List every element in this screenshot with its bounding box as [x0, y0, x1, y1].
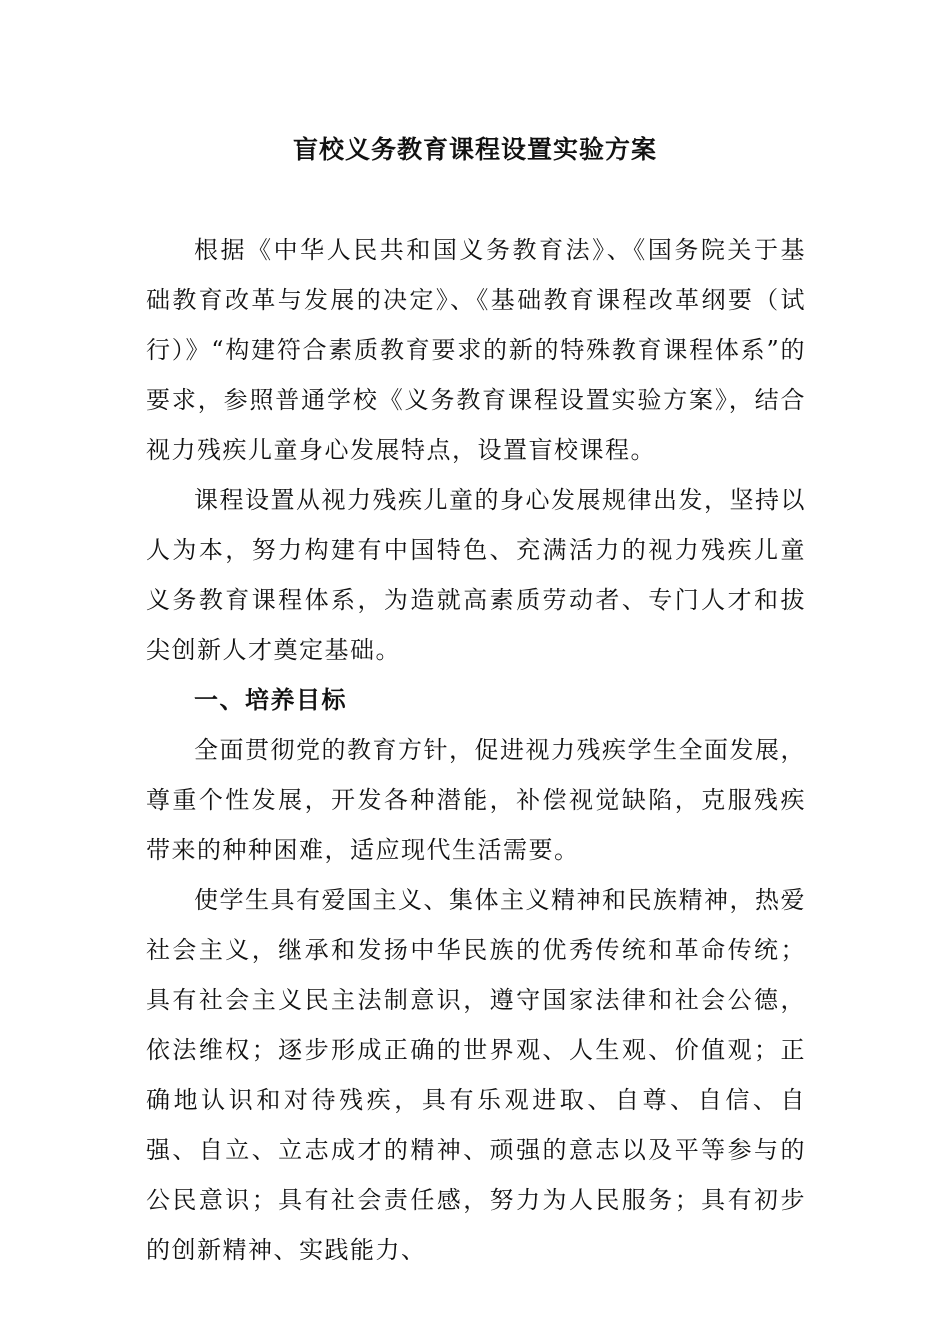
paragraph-curriculum-principle: 课程设置从视力残疾儿童的身心发展规律出发，坚持以人为本，努力构建有中国特色、充满活力的视力残疾儿童义务教育课程体系，为造就高素质劳动者、专门人才和拔尖创新人才奠定基础。 [146, 486, 806, 664]
paragraph-education-policy: 全面贯彻党的教育方针，促进视力残疾学生全面发展，尊重个性发展，开发各种潜能，补偿视觉缺陷，克服残疾带来的种种困难，适应现代生活需要。 [146, 736, 806, 864]
paragraph-student-qualities: 使学生具有爱国主义、集体主义精神和民族精神，热爱社会主义，继承和发扬中华民族的优秀传统和革命传统；具有社会主义民主法制意识，遵守国家法律和社会公德，依法维权；逐步形成正确的世界观、人生观、价值观；正确地认识和对待残疾，具有乐观进取、自尊、自信、自强、自立、立志成才的精神、顽强的意志以及平等参与的公民意识；具有社会责任感，努力为人民服务；具有初步的创新精神、实践能力、 [146, 886, 806, 1264]
document-title: 盲校义务教育课程设置实验方案 [292, 135, 657, 164]
document-body [146, 225, 806, 1275]
section-heading-training-goals: 一、培养目标 [194, 686, 347, 714]
paragraph-legal-basis: 根据《中华人民共和国义务教育法》、《国务院关于基础教育改革与发展的决定》、《基础教育课程改革纲要（试行）》“构建符合素质教育要求的新的特殊教育课程体系”的要求，参照普通学校《义务教育课程设置实验方案》，结合视力残疾儿童身心发展特点，设置盲校课程。 [146, 236, 806, 464]
